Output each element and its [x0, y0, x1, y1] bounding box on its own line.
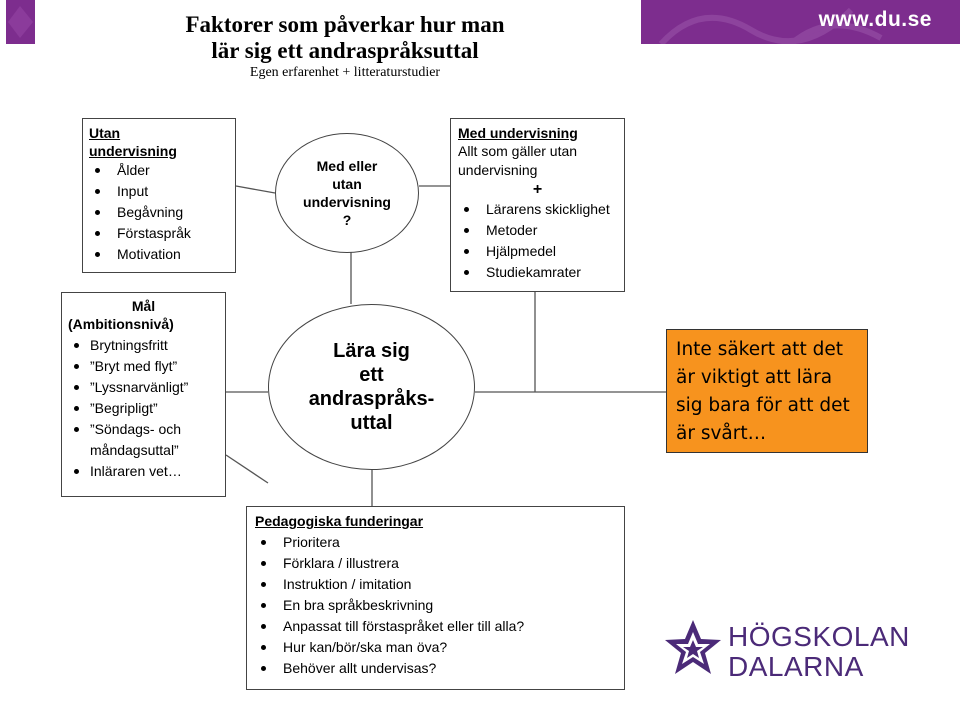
list-item: Inläraren vet…	[68, 461, 219, 482]
list-item: Hur kan/bör/ska man öva?	[255, 637, 616, 658]
circle-question-line: utan	[332, 176, 362, 192]
box-without-teaching-heading-1: Utan	[89, 125, 121, 141]
title-line-2: lär sig ett andraspråksuttal	[211, 38, 479, 63]
circle-center-topic	[268, 304, 475, 470]
box-with-teaching-heading: Med undervisning	[458, 125, 578, 141]
list-item: Ålder	[89, 160, 229, 181]
logo-line-1: HÖGSKOLAN	[728, 621, 910, 652]
list-item: ”Söndags- och måndagsuttal”	[68, 419, 219, 461]
plus-sign: +	[532, 181, 543, 198]
box-without-teaching-heading-2: undervisning	[89, 143, 177, 159]
box-goals-heading-2: (Ambitionsnivå)	[68, 316, 174, 332]
list-item: Hjälpmedel	[458, 241, 617, 262]
list-item: ”Lyssnarvänligt”	[68, 377, 219, 398]
logo-line-2: DALARNA	[728, 651, 864, 682]
list-item: Metoder	[458, 220, 617, 241]
box-with-teaching-text: undervisning	[458, 162, 538, 178]
university-logo-text	[728, 622, 910, 682]
list-item: Motivation	[89, 244, 229, 265]
center-topic-line: ett	[359, 364, 384, 386]
page-subtitle: Egen erfarenhet + litteraturstudier	[249, 65, 441, 80]
box-pedagogical-heading: Pedagogiska funderingar	[255, 513, 424, 529]
center-topic-line: andraspråks-	[308, 388, 435, 410]
list-item: Förklara / illustrera	[255, 553, 616, 574]
list-item: En bra språkbeskrivning	[255, 595, 616, 616]
list-item: Brytningsfritt	[68, 335, 219, 356]
website-link[interactable]: www.du.se	[818, 8, 932, 31]
list-item: ”Begripligt”	[68, 398, 219, 419]
box-with-teaching-text: Allt som gäller utan	[458, 143, 578, 159]
circle-question-line: Med eller	[316, 158, 378, 174]
title-line-1: Faktorer som påverkar hur man	[185, 12, 505, 37]
list-item: Behöver allt undervisas?	[255, 658, 616, 679]
center-topic-line: uttal	[350, 412, 393, 434]
circle-question-line: ?	[342, 212, 352, 228]
box-goals	[61, 292, 226, 497]
star-logo-icon	[662, 618, 724, 680]
list-item: Begåvning	[89, 202, 229, 223]
box-goals-heading-1: Mål	[131, 298, 156, 314]
orange-note: Inte säkert att det är viktigt att lära sig bara för att det är svårt…	[666, 329, 868, 453]
circle-question-line: undervisning	[303, 194, 391, 210]
box-without-teaching	[82, 118, 236, 273]
list-item: Prioritera	[255, 532, 616, 553]
list-item: Input	[89, 181, 229, 202]
list-item: Anpassat till förstaspråket eller till alla?	[255, 616, 616, 637]
list-item: Lärarens skicklighet	[458, 199, 617, 220]
center-topic-line: Lära sig	[333, 340, 410, 362]
list-item: Studiekamrater	[458, 262, 617, 283]
box-with-teaching	[450, 118, 625, 292]
box-pedagogical-considerations	[246, 506, 625, 690]
list-item: Förstaspråk	[89, 223, 229, 244]
list-item: ”Bryt med flyt”	[68, 356, 219, 377]
list-item: Instruktion / imitation	[255, 574, 616, 595]
circle-with-or-without	[275, 133, 419, 253]
